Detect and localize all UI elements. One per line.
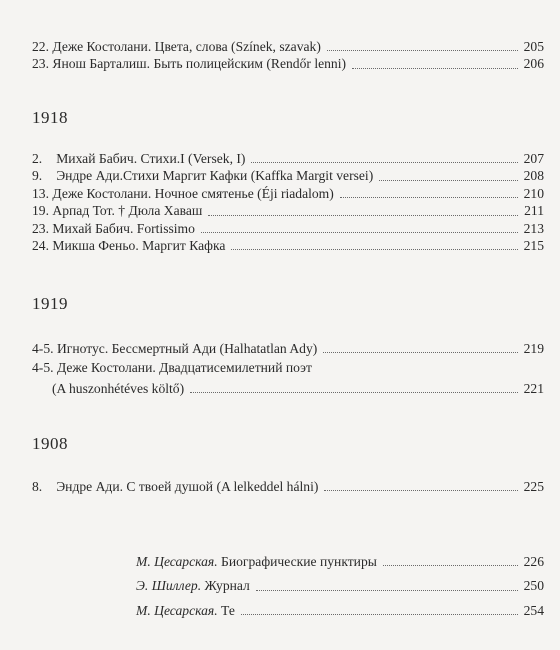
toc-entry [136, 602, 544, 619]
page-number: 215 [523, 238, 544, 254]
entry-number: 23. [32, 220, 49, 236]
entry-title: Янош Барталиш. Быть полицейским (Rendőr lenni) [52, 56, 347, 72]
entry-title: Игнотус. Бессмертный Ади (Halhatatlan Ady) [56, 341, 318, 356]
entry-title: Журнал [204, 578, 250, 594]
toc-entry [32, 220, 544, 237]
year-heading: 1918 [32, 108, 68, 127]
page-number: 206 [523, 56, 544, 72]
dot-leader [324, 490, 517, 491]
page-number: 254 [523, 602, 544, 618]
page-number: 226 [523, 554, 544, 569]
toc-entry [32, 237, 544, 254]
dot-leader [383, 565, 518, 566]
page-number: 250 [523, 578, 544, 594]
entry-number: 19. [32, 203, 49, 219]
dot-leader [201, 232, 518, 233]
toc-entry [32, 167, 544, 184]
toc-entry [32, 150, 544, 167]
entry-title: Биографические пунктиры [221, 554, 377, 569]
entry-number: 24. [32, 238, 49, 254]
toc-entry [136, 577, 544, 594]
toc-entry [32, 55, 544, 72]
dot-leader [323, 352, 517, 353]
page-number: 210 [523, 185, 544, 201]
dot-leader [352, 68, 518, 69]
entry-title: Михай Бабич. Fortissimo [52, 220, 195, 236]
entry-number: 4-5. [32, 360, 54, 376]
entry-number: 9. [32, 168, 43, 184]
dot-leader [256, 590, 518, 591]
toc-entry-first-line [32, 359, 544, 376]
entry-title: Микша Феньо. Маргит Кафка [52, 238, 226, 254]
entry-number: 22. [32, 39, 49, 54]
entry-title: Эндре Ади. С твоей душой (A lelkeddel hálni) [56, 479, 319, 494]
toc-entry [32, 380, 544, 397]
toc-entry [136, 553, 544, 570]
dot-leader [241, 614, 518, 615]
entry-number: 23. [32, 56, 49, 72]
toc-block-1919 [32, 340, 544, 397]
entry-number: 8. [32, 479, 43, 494]
entry-number: 13. [32, 185, 49, 201]
entry-title: Эндре Ади.Стихи Маргит Кафки (Kaffka Margit versei) [56, 168, 374, 184]
toc-block-1908 [32, 478, 544, 495]
toc-entry [32, 185, 544, 202]
entry-number: 4-5. [32, 341, 54, 356]
entry-title: Деже Костолани. Двадцатисемилетний поэт [56, 360, 312, 376]
entry-title: Арпад Тот. † Дюла Хаваш [52, 203, 203, 219]
page-number: 225 [523, 479, 544, 494]
dot-leader [190, 392, 517, 393]
page-number: 205 [523, 39, 544, 54]
page-number: 219 [523, 341, 544, 356]
entry-author: Э. Шиллер. [136, 578, 202, 594]
toc-entry [32, 340, 544, 357]
toc-block-appendix [136, 553, 544, 619]
entry-title: Михай Бабич. Стихи.I (Versek, I) [56, 151, 246, 166]
page-number: 213 [523, 220, 544, 236]
toc-block-continued [32, 38, 544, 73]
toc-entry [32, 478, 544, 495]
entry-title: Деже Костолани. Цвета, слова (Színek, szavak) [52, 39, 321, 54]
year-heading: 1908 [32, 434, 68, 453]
dot-leader [251, 162, 517, 163]
toc-block-1918 [32, 150, 544, 254]
toc-entry [32, 38, 544, 55]
toc-entry [32, 202, 544, 219]
entry-title: Те [221, 602, 235, 618]
entry-author: М. Цесарская. [136, 602, 218, 618]
entry-number: 2. [32, 151, 43, 166]
page-number: 221 [523, 380, 544, 396]
dot-leader [208, 215, 518, 216]
dot-leader [379, 180, 517, 181]
entry-title: Деже Костолани. Ночное смятенье (Éji riadalom) [52, 185, 334, 201]
dot-leader [340, 197, 518, 198]
entry-author: М. Цесарская. [136, 554, 218, 569]
dot-leader [327, 50, 518, 51]
dot-leader [231, 249, 517, 250]
entry-title-continued: (A huszonhétéves költő) [52, 380, 185, 396]
year-heading: 1919 [32, 294, 68, 313]
page-number: 208 [523, 168, 544, 184]
page-number: 207 [523, 151, 544, 166]
page-number: 211 [524, 203, 544, 219]
